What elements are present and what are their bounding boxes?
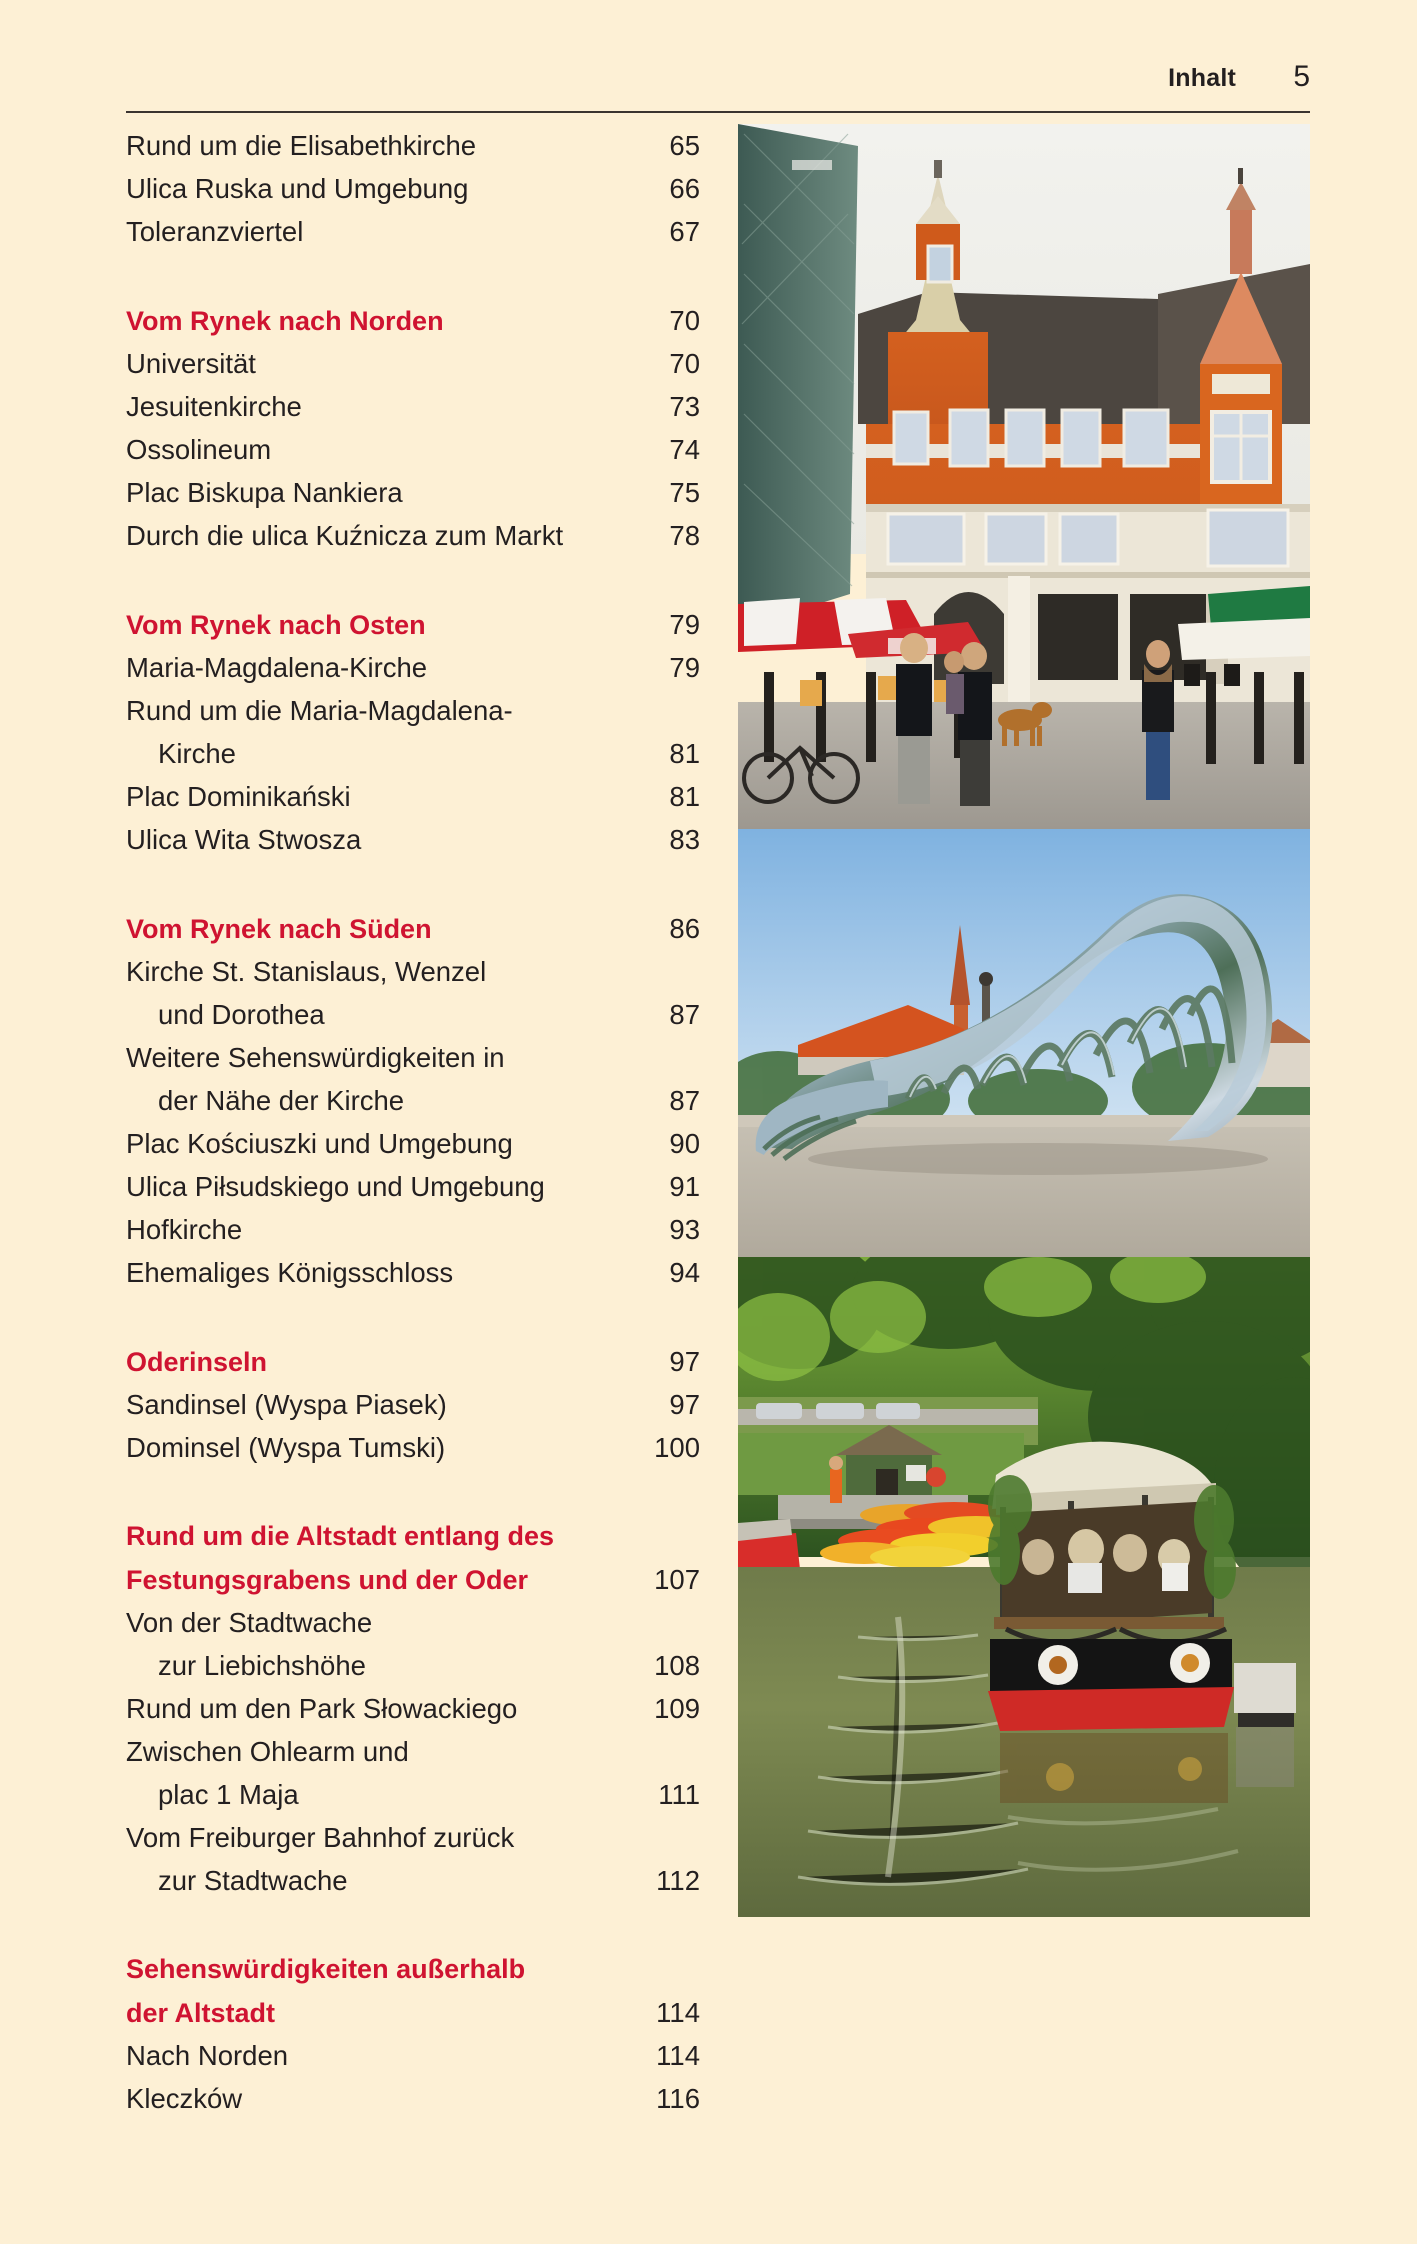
toc-entry-label: Von der Stadtwache [126,1607,373,1638]
toc-entry[interactable] [126,2034,700,2077]
toc-entry-page: 90 [669,1128,700,1159]
toc-entry-label: Rund um die Elisabethkirche [126,130,477,161]
toc-entry-label: Plac Biskupa Nankiera [126,477,403,508]
toc-entry-label: Ehemaliges Königsschloss [126,1257,454,1288]
toc-entry-label: plac 1 Maja [158,1779,299,1810]
toc-entry[interactable] [126,1036,700,1079]
toc-entry[interactable] [126,1079,700,1122]
toc-section-heading[interactable] [126,1515,700,1558]
toc-group [126,603,700,861]
toc-entry-page: 87 [669,999,700,1030]
toc-entry-page: 79 [669,652,700,683]
toc-group [126,1340,700,1469]
toc-entry[interactable] [126,1208,700,1251]
toc-entry-page: 78 [669,520,700,551]
toc-entry[interactable] [126,1165,700,1208]
toc-entry-page: 81 [669,738,700,769]
toc-entry-label: Toleranzviertel [126,216,304,247]
toc-entry[interactable] [126,993,700,1036]
toc-entry-label: Hofkirche [126,1214,243,1245]
toc-entry-label: Sandinsel (Wyspa Piasek) [126,1389,447,1420]
toc-entry-label: Rund um die Altstadt entlang des [126,1521,555,1551]
toc-entry[interactable] [126,1251,700,1294]
toc-section-heading[interactable] [126,1340,700,1383]
photo-townhouses-art [738,124,1310,829]
toc-entry-page: 81 [669,781,700,812]
toc-entry[interactable] [126,471,700,514]
toc-group [126,907,700,1294]
toc-entry-label: Kirche St. Stanislaus, Wenzel [126,956,487,987]
toc-entry-label: Ossolineum [126,434,272,465]
toc-entry-label: Weitere Sehenswürdigkeiten in [126,1042,505,1073]
toc-entry-page: 70 [669,348,700,379]
toc-entry-label: Vom Rynek nach Osten [126,610,426,640]
toc-group [126,124,700,253]
toc-entry-page: 93 [669,1214,700,1245]
toc-entry-label: Nach Norden [126,2040,289,2071]
toc-entry-label: Jesuitenkirche [126,391,302,422]
toc-entry-label: Ulica Wita Stwosza [126,824,362,855]
toc-entry[interactable] [126,210,700,253]
page-title: Inhalt [1168,64,1236,92]
folio-number: 5 [1293,60,1310,93]
toc-section-heading[interactable] [126,1991,700,2034]
toc-group-gap [126,1469,700,1515]
toc-entry-label: Festungsgrabens und der Oder [126,1565,529,1595]
toc-entry-label: Dominsel (Wyspa Tumski) [126,1432,446,1463]
toc-group-gap [126,557,700,603]
toc-entry[interactable] [126,775,700,818]
toc-entry-page: 67 [669,216,700,247]
toc-entry-label: Ulica Piłsudskiego und Umgebung [126,1171,545,1202]
toc-entry-label: zur Liebichshöhe [158,1650,366,1681]
toc-entry[interactable] [126,1816,700,1859]
table-of-contents [126,124,700,2120]
toc-entry[interactable] [126,1601,700,1644]
toc-entry[interactable] [126,1773,700,1816]
toc-section-heading[interactable] [126,1558,700,1601]
toc-entry-label: Sehenswürdigkeiten außerhalb [126,1954,526,1984]
toc-entry-page: 75 [669,477,700,508]
toc-entry-page: 97 [669,1346,700,1377]
toc-section-heading[interactable] [126,907,700,950]
toc-group [126,1948,700,2120]
toc-entry-label: Zwischen Ohlearm und [126,1736,409,1767]
toc-entry[interactable] [126,732,700,775]
toc-entry-label: Rund um den Park Słowackiego [126,1693,518,1724]
toc-entry[interactable] [126,1644,700,1687]
toc-group-gap [126,1294,700,1340]
toc-entry-page: 70 [669,305,700,336]
toc-group [126,1515,700,1902]
toc-entry-label: Universität [126,348,256,379]
photo-canal-art [738,1257,1310,1917]
toc-entry-label: der Altstadt [126,1998,276,2028]
toc-entry-label: Plac Dominikański [126,781,351,812]
toc-entry[interactable] [126,1730,700,1773]
toc-entry-page: 83 [669,824,700,855]
toc-section-heading[interactable] [126,603,700,646]
toc-entry[interactable] [126,167,700,210]
toc-entry-page: 109 [654,1693,700,1724]
toc-entry-label: Vom Rynek nach Süden [126,914,432,944]
toc-entry-page: 94 [669,1257,700,1288]
toc-entry[interactable] [126,818,700,861]
toc-entry-label: Plac Kościuszki und Umgebung [126,1128,513,1159]
toc-entry-label: Durch die ulica Kuźnicza zum Markt [126,520,564,551]
toc-entry[interactable] [126,1687,700,1730]
toc-section-heading[interactable] [126,1948,700,1991]
photo-sculpture [738,829,1310,1257]
toc-entry-page: 112 [656,1865,700,1896]
toc-entry-page: 114 [656,1997,700,2028]
toc-entry-label: Maria-Magdalena-Kirche [126,652,428,683]
toc-entry-page: 65 [669,130,700,161]
toc-entry-label: Kleczków [126,2083,243,2114]
toc-entry[interactable] [126,1859,700,1902]
toc-entry-label: Vom Freiburger Bahnhof zurück [126,1822,515,1853]
toc-entry[interactable] [126,385,700,428]
toc-entry-page: 97 [669,1389,700,1420]
page-header-inner [1168,60,1310,94]
photo-townhouses [738,124,1310,829]
toc-entry-page: 100 [654,1432,700,1463]
toc-entry-label: zur Stadtwache [158,1865,348,1896]
toc-entry-page: 87 [669,1085,700,1116]
toc-entry-label: Vom Rynek nach Norden [126,306,444,336]
toc-entry[interactable] [126,1383,700,1426]
toc-entry-page: 111 [658,1779,700,1810]
header-rule [126,111,1310,113]
toc-group-gap [126,1902,700,1948]
toc-entry[interactable] [126,2077,700,2120]
photo-sculpture-art [738,829,1310,1257]
toc-entry[interactable] [126,1122,700,1165]
toc-entry-page: 66 [669,173,700,204]
toc-entry-label: Rund um die Maria-Magdalena- [126,695,513,726]
toc-entry-page: 86 [669,913,700,944]
toc-entry-label: der Nähe der Kirche [158,1085,405,1116]
toc-entry-label: Oderinseln [126,1347,268,1377]
toc-entry[interactable] [126,514,700,557]
toc-entry[interactable] [126,689,700,732]
toc-entry[interactable] [126,124,700,167]
toc-entry[interactable] [126,646,700,689]
toc-group-gap [126,253,700,299]
toc-entry-page: 116 [656,2083,700,2114]
toc-group [126,299,700,557]
toc-group-gap [126,861,700,907]
photo-column [738,124,1310,1917]
toc-entry-page: 74 [669,434,700,465]
toc-entry-page: 107 [654,1564,700,1595]
toc-section-heading[interactable] [126,299,700,342]
page-header [126,60,1310,106]
toc-entry-label: Ulica Ruska und Umgebung [126,173,469,204]
toc-entry[interactable] [126,342,700,385]
toc-entry-label: Kirche [158,738,236,769]
toc-entry[interactable] [126,428,700,471]
toc-entry-page: 73 [669,391,700,422]
toc-entry-label: und Dorothea [158,999,325,1030]
toc-entry-page: 79 [669,609,700,640]
toc-entry[interactable] [126,1426,700,1469]
toc-entry[interactable] [126,950,700,993]
toc-entry-page: 108 [654,1650,700,1681]
photo-canal [738,1257,1310,1917]
toc-entry-page: 91 [669,1171,700,1202]
toc-entry-page: 114 [656,2040,700,2071]
